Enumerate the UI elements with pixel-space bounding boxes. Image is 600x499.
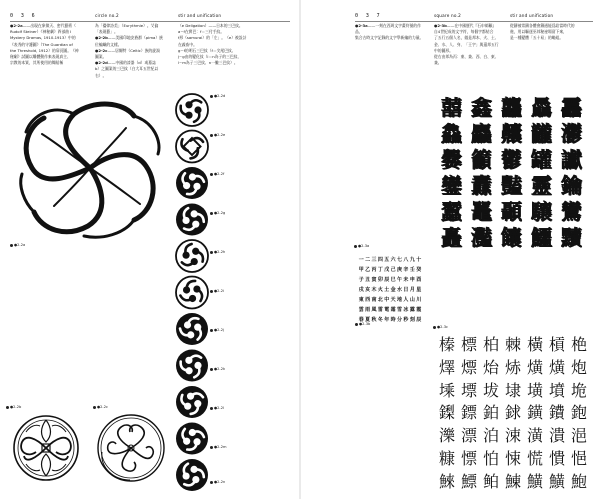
- text-line: 秘劇》試圖以雕體動作來表現真主、: [10, 54, 71, 60]
- modern-glyph: 熛: [460, 357, 477, 377]
- small-glyph: 申: [409, 276, 415, 283]
- modern-glyph: 柏: [482, 334, 499, 354]
- tomoe-crest: [176, 131, 208, 163]
- caption: ●2-2n: [210, 480, 225, 484]
- header-rule: [10, 21, 290, 22]
- small-glyph: 西: [365, 296, 371, 303]
- modern-glyph: 悚: [504, 448, 521, 468]
- caption: ●2-2g: [210, 211, 225, 215]
- small-glyph: 木: [371, 286, 377, 293]
- text-line: 宗教的本質，其所使用的舞蹈稱: [10, 60, 64, 66]
- caption: ●2-2c: [93, 405, 108, 409]
- tomoe-crest: [176, 94, 208, 126]
- text-line: 「表現藝」。: [95, 29, 118, 35]
- small-glyph: 南: [371, 296, 377, 303]
- small-glyph: 時: [390, 316, 396, 323]
- caption: ●2-3b: [355, 322, 370, 326]
- ornate-glyph: 驫: [531, 95, 551, 120]
- text-line: l~m為子三巴紋、n一撇三巴紋）。: [178, 60, 238, 66]
- tomoe-crest: [176, 350, 208, 382]
- right-page: [300, 0, 600, 499]
- ornate-glyph: 爨: [441, 147, 461, 172]
- ornate-glyph: 鸞: [561, 199, 581, 224]
- small-glyph: 己: [390, 266, 396, 273]
- small-glyph: 風: [371, 306, 377, 313]
- small-glyph: 冰: [403, 306, 409, 313]
- modern-glyph: 漂: [460, 426, 477, 446]
- ornate-glyph: 灪: [561, 121, 581, 146]
- modern-glyph: 潢: [526, 426, 543, 446]
- text-line: j~g由的變化紋（l＝n為子的三巴紋、: [178, 54, 242, 60]
- small-glyph: 未: [403, 276, 409, 283]
- modern-glyph: 垝: [570, 380, 587, 400]
- running-head-section: stir and unification: [510, 13, 554, 18]
- small-glyph: 二: [365, 256, 371, 263]
- swirl-figure: [14, 94, 166, 242]
- ornate-glyph: 囍: [441, 95, 461, 120]
- ornate-glyph: 龖: [531, 121, 551, 146]
- ornate-glyph: 鑰: [561, 173, 581, 198]
- text-line: a~f在實巴：f＝三付手紋。: [178, 29, 225, 35]
- modern-glyph: 炲: [482, 357, 499, 377]
- ornate-glyph: 灩: [471, 225, 491, 250]
- small-glyph-table: [358, 254, 422, 324]
- text-line: 為「優律詩美」（Eurythmie）。艾倫: [95, 23, 159, 28]
- modern-glyph: 涑: [504, 426, 521, 446]
- text-line: 了五行五個人名，做是邦木、火、土、: [434, 35, 499, 41]
- small-glyph: 庚: [397, 266, 403, 273]
- tomoe-crest: [176, 423, 208, 455]
- text-column-1: [10, 23, 88, 66]
- ornate-glyph: 靐: [561, 95, 581, 120]
- small-glyph: 霜: [390, 306, 396, 313]
- text-line: ●2-3b——在中國歷代『石申師顧』: [434, 23, 497, 28]
- small-glyph: 一: [358, 256, 364, 263]
- small-glyph: 星: [416, 286, 422, 293]
- modern-glyph: 栬: [570, 334, 587, 354]
- small-glyph: 北: [377, 296, 383, 303]
- running-head: circle no.2: [95, 13, 119, 18]
- small-glyph: 六: [390, 256, 396, 263]
- small-glyph: 巳: [390, 276, 396, 283]
- modern-glyph: 悒: [570, 448, 587, 468]
- modern-glyph: 鐄: [526, 403, 543, 423]
- text-line: 右）。: [95, 72, 107, 78]
- caption: ●2-2a: [10, 243, 25, 247]
- modern-glyph: 標: [460, 334, 477, 354]
- modern-glyph: 鉑: [482, 403, 499, 423]
- modern-glyph: 銶: [504, 403, 521, 423]
- text-line: the Threshold, 1912）的扉頁圖。《神: [10, 47, 79, 53]
- text-column-1: [355, 23, 429, 42]
- caption: ●2-2j: [210, 328, 224, 332]
- caption: ●2-2d: [210, 94, 225, 98]
- ornate-glyph: 鱻: [441, 121, 461, 146]
- modern-glyph: 燡: [438, 357, 455, 377]
- header-rule: [355, 21, 593, 22]
- tomoe-crest: [176, 277, 208, 309]
- text-column-3: [178, 23, 288, 66]
- small-glyph: 卯: [377, 276, 383, 283]
- modern-glyph: 塖: [438, 380, 455, 400]
- modern-glyph: 鰾: [460, 471, 477, 491]
- ornate-glyph: 矗: [441, 225, 461, 250]
- tomoe-crest: [176, 459, 208, 491]
- ornate-glyph: 纛: [471, 173, 491, 198]
- small-glyph: 戊: [384, 266, 390, 273]
- tomoe-crest: [176, 313, 208, 345]
- modern-glyph: 鱑: [548, 471, 565, 491]
- text-line: （e Deligation）——日本的三巴紋。: [178, 23, 243, 28]
- modern-glyph: 鯠: [438, 471, 455, 491]
- ornate-glyph: 靈: [531, 173, 551, 198]
- small-glyph: 十: [416, 256, 422, 263]
- text-line: ●2-2a——出現在象徵天、密代藝術（: [10, 23, 76, 28]
- small-glyph: 子: [358, 276, 364, 283]
- ornate-glyph: 鼉: [471, 199, 491, 224]
- caption: ●2-2l: [210, 406, 224, 410]
- running-head-section: stir and unification: [178, 13, 222, 18]
- caption: ●2-3c: [433, 325, 448, 329]
- caption: ●2-2e: [210, 133, 225, 137]
- small-glyph: 五: [384, 256, 390, 263]
- modern-glyph: 憒: [548, 448, 565, 468]
- small-glyph: 土: [384, 286, 390, 293]
- ornate-glyph: 鑾: [441, 173, 461, 198]
- ornate-glyph: 黷: [561, 225, 581, 250]
- modern-glyph: 棘: [504, 334, 521, 354]
- modern-glyph: 怕: [482, 448, 499, 468]
- text-line: 從鑄被常鑄各體會鑄通能爲給當時代的: [510, 23, 575, 28]
- text-line: 從右由邦為丙：東、兼、西、白、東、: [434, 54, 499, 60]
- ornate-glyph: 顳: [501, 199, 521, 224]
- modern-glyph: 埭: [504, 380, 521, 400]
- text-line: 位編織的文樣。: [95, 41, 122, 47]
- small-glyph: 夏: [365, 316, 371, 323]
- text-line: 品，: [355, 29, 363, 35]
- modern-glyph: 墴: [526, 380, 543, 400]
- ornate-glyph: 齉: [501, 121, 521, 146]
- small-glyph: 雪: [397, 306, 403, 313]
- text-line: 是一種變體「五十易」的略組。: [510, 35, 564, 41]
- small-glyph: 水: [397, 286, 403, 293]
- modern-glyph: 墂: [460, 380, 477, 400]
- text-line: 集合古時文字記錄的文字學新編的力量。: [355, 35, 424, 41]
- small-glyph: 午: [397, 276, 403, 283]
- modern-glyph-grid: [436, 332, 590, 492]
- small-glyph: 辰: [384, 276, 390, 283]
- small-glyph: 辛: [403, 266, 409, 273]
- small-glyph: 寅: [371, 276, 377, 283]
- text-line: 進，用以驅逐巫邦秘祕場留下來，: [510, 29, 567, 35]
- text-line: 圖案。: [95, 54, 107, 60]
- tomoe-crest: [176, 204, 208, 236]
- ornate-glyph: 鑫: [471, 95, 491, 120]
- small-glyph: 戌: [358, 286, 364, 293]
- modern-glyph: 炮: [570, 357, 587, 377]
- small-glyph: 冬: [377, 316, 383, 323]
- text-column-2: [434, 23, 508, 66]
- caption: ●2-2h: [210, 250, 225, 254]
- caption: ●2-2m: [210, 445, 227, 449]
- modern-glyph: 泊: [482, 426, 499, 446]
- page-number: 0 3 6: [10, 13, 38, 19]
- modern-glyph: 焃: [504, 357, 521, 377]
- text-line: ●2-2d——中國的漆器（d）或墓誌: [95, 60, 156, 66]
- page-number: 0 3 7: [355, 13, 383, 19]
- modern-glyph: 鲌: [482, 471, 499, 491]
- modern-glyph: 潰: [548, 426, 565, 446]
- caption: ●2-2b: [6, 405, 21, 409]
- small-glyph: 火: [377, 286, 383, 293]
- modern-glyph: 鉋: [570, 403, 587, 423]
- text-line: ●2-3a——一刻在西周文字畫符號的作: [355, 23, 421, 28]
- small-glyph: 癸: [416, 266, 422, 273]
- ornate-glyph: 鬱: [501, 147, 521, 172]
- small-glyph: 雨: [365, 306, 371, 313]
- text-line: 在義畜中。: [178, 41, 197, 47]
- text-line: ●2-2c——居爾特（Celtic）族的旋渦: [95, 47, 160, 53]
- small-glyph: 壬: [409, 266, 415, 273]
- text-line: b）之圖案的三巴紋（白大耳五世紀以: [95, 66, 159, 72]
- ornate-glyph: 讞: [561, 147, 581, 172]
- modern-glyph: 鯟: [504, 471, 521, 491]
- small-glyph: 天: [390, 296, 396, 303]
- small-glyph: 東: [358, 296, 364, 303]
- modern-glyph: 鏫: [438, 403, 455, 423]
- small-glyph: 九: [409, 256, 415, 263]
- caption: ●2-3a: [354, 244, 369, 248]
- ornate-glyph: 鱷: [531, 225, 551, 250]
- text-line: 中的圖形。: [434, 47, 453, 53]
- small-glyph: 雷: [377, 306, 383, 313]
- ornate-glyph: 籲: [471, 147, 491, 172]
- ornate-glyph: 驤: [531, 199, 551, 224]
- modern-glyph: 鱑: [526, 471, 543, 491]
- small-glyph: 四: [377, 256, 383, 263]
- modern-glyph: 糠: [438, 448, 455, 468]
- tomoe-crest: [176, 386, 208, 418]
- text-column-2: [95, 23, 173, 79]
- ornate-glyph: 蠶: [441, 199, 461, 224]
- small-glyph: 甲: [358, 266, 364, 273]
- modern-glyph: 橫: [526, 334, 543, 354]
- tomoe-crest: [176, 240, 208, 272]
- small-glyph: 丁: [377, 266, 383, 273]
- text-line: 兼。: [434, 60, 442, 66]
- modern-glyph: 熿: [548, 357, 565, 377]
- small-glyph: 春: [358, 316, 364, 323]
- text-line: 《表秀的守護圖》（The Guardian of: [10, 41, 73, 47]
- small-glyph: 露: [409, 306, 415, 313]
- small-glyph: 電: [384, 306, 390, 313]
- small-glyph: 地: [397, 296, 403, 303]
- text-line: 自4世紀成的文字符，每個字都結合: [434, 29, 494, 35]
- ornate-glyph: 罐: [531, 147, 551, 172]
- small-glyph: 七: [397, 256, 403, 263]
- modern-glyph: 慓: [460, 448, 477, 468]
- small-glyph: 秒: [403, 316, 409, 323]
- modern-glyph: 慌: [526, 448, 543, 468]
- small-glyph: 月: [409, 286, 415, 293]
- text-line: Rudolf Steiner）《神秘劇》四部曲 I: [10, 29, 72, 35]
- small-glyph: 酉: [416, 276, 422, 283]
- ornate-glyph: 麤: [471, 121, 491, 146]
- text-line: g~f的明石三巴紋（f＝尖尾巴紋、: [178, 47, 236, 53]
- small-glyph: 中: [384, 296, 390, 303]
- ornate-glyph: 豔: [501, 173, 521, 198]
- modern-glyph: 鏢: [460, 403, 477, 423]
- small-glyph: 秋: [371, 316, 377, 323]
- modern-glyph: 濼: [438, 426, 455, 446]
- modern-glyph: 坺: [482, 380, 499, 400]
- small-glyph: 八: [403, 256, 409, 263]
- small-glyph: 乙: [365, 266, 371, 273]
- small-glyph: 山: [409, 296, 415, 303]
- caption: ●2-2k: [210, 367, 225, 371]
- small-glyph: 霞: [416, 306, 422, 313]
- text-line: f形（samurai）的「左」。（e）被設計: [178, 35, 247, 41]
- tomoe-crest-column: [172, 92, 212, 490]
- modern-glyph: 墳: [548, 380, 565, 400]
- small-glyph: 金: [390, 286, 396, 293]
- modern-glyph: 熿: [526, 357, 543, 377]
- caption: ●2-2i: [210, 289, 224, 293]
- celtic-knot-figure: [12, 412, 80, 484]
- small-glyph: 年: [384, 316, 390, 323]
- small-glyph: 川: [416, 296, 422, 303]
- modern-glyph: 浥: [570, 426, 587, 446]
- modern-glyph: 鮑: [570, 471, 587, 491]
- small-glyph: 丙: [371, 266, 377, 273]
- small-glyph: 三: [371, 256, 377, 263]
- text-column-3: [510, 23, 594, 42]
- small-glyph: 丑: [365, 276, 371, 283]
- ornate-glyph: 龘: [501, 95, 521, 120]
- small-glyph: 辰: [416, 316, 422, 323]
- modern-glyph: 槓: [548, 334, 565, 354]
- text-line: ●2-2b——美國印地安族群（pima）族: [95, 35, 163, 41]
- text-line: 金、水、人、身、「王字」與還邦五行: [434, 41, 499, 47]
- small-glyph: 日: [403, 286, 409, 293]
- ornate-glyph-grid: [436, 94, 586, 250]
- small-glyph: 刻: [409, 316, 415, 323]
- small-glyph: 雲: [358, 306, 364, 313]
- running-head: square no.2: [434, 13, 461, 18]
- tomoe-crest: [176, 167, 208, 199]
- caption: ●2-2f: [210, 172, 224, 176]
- modern-glyph: 榛: [438, 334, 455, 354]
- small-glyph: 亥: [365, 286, 371, 293]
- text-line: Mystery Dramas, 1910-1913）中的: [10, 35, 76, 41]
- small-glyph: 人: [403, 296, 409, 303]
- small-glyph: 分: [397, 316, 403, 323]
- spiral-medallion-figure: [96, 412, 166, 484]
- ornate-glyph: 饢: [501, 225, 521, 250]
- modern-glyph: 鐨: [548, 403, 565, 423]
